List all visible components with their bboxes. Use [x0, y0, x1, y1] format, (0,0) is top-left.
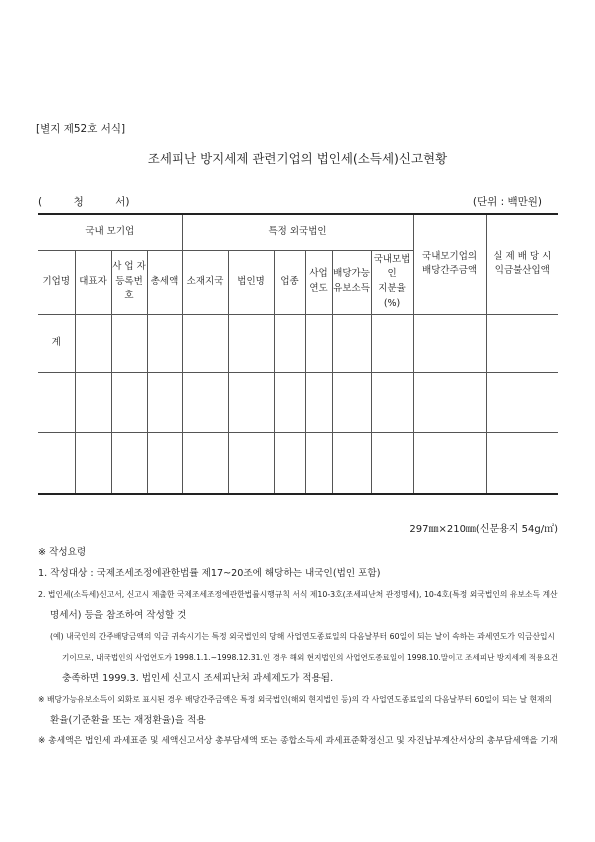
example-line-1: (예) 내국인의 간주배당금액의 익금 귀속시기는 특정 외국법인의 당해 사업연도종료일의 다음날부터 60일이 되는 날이 속하는 과세연도가 익금산입시: [50, 632, 556, 641]
location-header: 소재지국: [182, 250, 228, 314]
domestic-dividend-header: 국내모기업의 배당간주금액: [413, 214, 486, 314]
domestic-share-header: 국내모법인 지분율(%): [371, 250, 413, 314]
note-exchange-rate-cont: 환율(기준환율 또는 재정환율)을 적용: [50, 715, 206, 726]
example-line-3: 충족하면 1999.3. 법인세 신고시 조세피난처 과세제도가 적용됨.: [62, 673, 334, 684]
page-title: 조세피난 방지세제 관련기업의 법인세(소득세)신고현황: [147, 151, 448, 166]
foreign-corp-header: 특정 외국법인: [182, 214, 413, 250]
example-line-2: 기이므로, 내국법인의 사업연도가 1998.1.1.~1998.12.31.인 경우 해외 현지법인의 사업연도종료일이 1998.10.말이고 조세피난 방지세제 적용요건: [62, 653, 559, 662]
total-tax-header: 총세액: [147, 250, 182, 314]
instruction-item-2-cont: 명세서) 등을 참조하여 작성할 것: [50, 610, 187, 621]
total-row: [38, 314, 558, 372]
domestic-parent-header: 국내 모기업: [38, 214, 182, 250]
company-name-header: 기업명: [38, 250, 75, 314]
table-row: [38, 372, 558, 432]
unit-label: (단위 : 백만원): [472, 196, 542, 208]
instructions: [38, 542, 560, 752]
business-year-header: 사업 연도: [305, 250, 332, 314]
industry-header: 업종: [274, 250, 305, 314]
business-reg-header: 사 업 자 등록번호: [111, 250, 147, 314]
note-total-tax: ※ 총세액은 법인세 과세표준 및 세액신고서상 총부담세액 또는 종합소득세 과세표준확정신고 및 자진납부계산서상의 총부담세액을 기재: [38, 736, 558, 746]
note-exchange-rate: ※ 배당가능유보소득이 외화로 표시된 경우 배당간주금액은 특정 외국법인(해외 현지법인 등)의 각 사업연도종료일의 다음날부터 60일이 되는 날 현재의: [38, 695, 553, 704]
total-row-label: 계: [38, 314, 75, 372]
table-row: [38, 432, 558, 494]
actual-dividend-header: 실 제 배 당 시 익금불산입액: [486, 214, 558, 314]
report-table: [38, 213, 558, 495]
distributable-income-header: 배당가능 유보소득: [332, 250, 371, 314]
corp-name-header: 법인명: [228, 250, 274, 314]
form-number: [별지 제52호 서식]: [36, 123, 126, 135]
instruction-item-1: 1. 작성대상 : 국제조세조정에관한법률 제17~20조에 해당하는 내국인(법인 포함): [38, 568, 381, 579]
applicant-label: ( 청 서): [38, 196, 130, 208]
paper-size: 297㎜×210㎜(신문용지 54g/㎡): [409, 524, 558, 535]
instruction-item-2: 2. 법인세(소득세)신고서, 신고시 제출한 국제조세조정에관한법률시행규칙 서식 제10-3호(조세피난처 관정명세), 10-4호(특정 외국법인의 유보소득 계산: [38, 590, 558, 599]
representative-header: 대표자: [75, 250, 111, 314]
instructions-heading: ※ 작성요령: [38, 547, 87, 558]
